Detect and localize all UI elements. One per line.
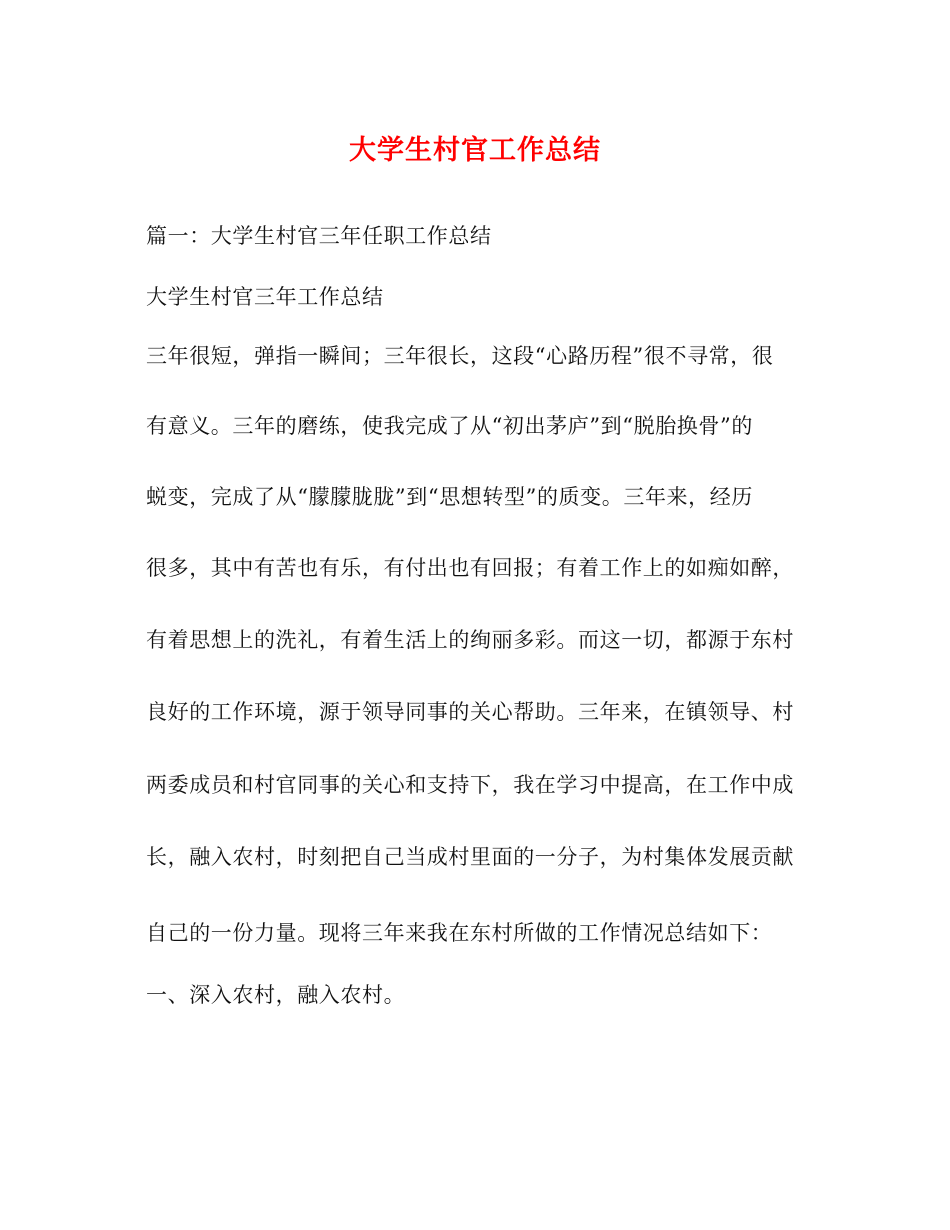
paragraph-line: 三年很短，弹指一瞬间；三年很长，这段“心路历程”很不寻常，很 xyxy=(146,344,774,368)
paragraph-line: 有着思想上的洗礼，有着生活上的绚丽多彩。而这一切，都源于东村 xyxy=(146,628,794,652)
paragraph-line: 良好的工作环境，源于领导同事的关心帮助。三年来，在镇领导、村 xyxy=(146,700,794,724)
paragraph-line: 很多，其中有苦也有乐，有付出也有回报；有着工作上的如痴如醉， xyxy=(146,556,794,580)
paragraph-line: 长，融入农村，时刻把自己当成村里面的一分子，为村集体发展贡献 xyxy=(146,845,794,869)
section-1-heading: 一、深入农村，融入农村。 xyxy=(146,983,406,1007)
paragraph-line: 有意义。三年的磨练，使我完成了从“初出茅庐”到“脱胎换骨”的 xyxy=(146,414,753,438)
paragraph-line: 两委成员和村官同事的关心和支持下，我在学习中提高，在工作中成 xyxy=(146,773,794,797)
document-title: 大学生村官工作总结 xyxy=(349,135,601,166)
paragraph-line: 蜕变，完成了从“朦朦胧胧”到“思想转型”的质变。三年来，经历 xyxy=(146,485,753,509)
paragraph-line: 自己的一份力量。现将三年来我在东村所做的工作情况总结如下： xyxy=(146,921,773,945)
document-subtitle: 篇一：大学生村官三年任职工作总结 xyxy=(146,224,492,248)
section-heading: 大学生村官三年工作总结 xyxy=(146,285,384,309)
